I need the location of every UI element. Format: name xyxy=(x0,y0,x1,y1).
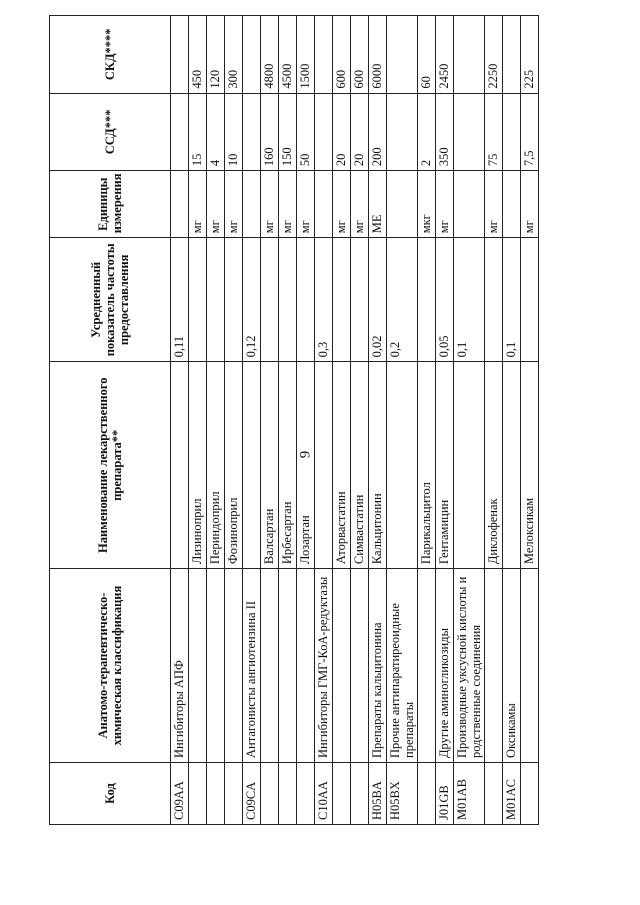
cell-freq xyxy=(261,238,279,362)
cell-name: Аторвастатин xyxy=(333,362,351,569)
cell-skd xyxy=(315,16,333,94)
cell-ssd xyxy=(454,93,485,171)
cell-freq: 0,12 xyxy=(243,238,261,362)
cell-ssd: 4 xyxy=(207,93,225,171)
header-freq: Усредненный показатель частоты предоставления xyxy=(50,238,171,362)
drug-table xyxy=(49,15,539,825)
cell-skd xyxy=(503,16,521,94)
table-row xyxy=(485,16,503,825)
cell-skd: 120 xyxy=(207,16,225,94)
cell-unit: мкг xyxy=(418,171,436,238)
cell-skd xyxy=(171,16,189,94)
cell-ssd: 350 xyxy=(436,93,454,171)
cell-code: H05BA xyxy=(369,762,387,824)
table-row xyxy=(521,16,539,825)
cell-code xyxy=(351,762,369,824)
cell-unit: мг xyxy=(333,171,351,238)
cell-name xyxy=(454,362,485,569)
table-row xyxy=(418,16,436,825)
cell-ssd xyxy=(387,93,418,171)
cell-skd: 4800 xyxy=(261,16,279,94)
cell-code: J01GB xyxy=(436,762,454,824)
table-row xyxy=(225,16,243,825)
cell-atx xyxy=(351,569,369,763)
cell-ssd xyxy=(503,93,521,171)
cell-skd xyxy=(454,16,485,94)
cell-freq: 0,2 xyxy=(387,238,418,362)
header-ssd: ССД*** xyxy=(50,93,171,171)
table-row xyxy=(171,16,189,825)
cell-unit: мг xyxy=(279,171,297,238)
cell-unit xyxy=(503,171,521,238)
cell-name: Гентамицин xyxy=(436,362,454,569)
cell-name: Диклофенак xyxy=(485,362,503,569)
cell-ssd: 15 xyxy=(189,93,207,171)
cell-skd: 2450 xyxy=(436,16,454,94)
cell-atx: Другие аминогликозиды xyxy=(436,569,454,763)
table-row xyxy=(207,16,225,825)
cell-freq: 0,3 xyxy=(315,238,333,362)
cell-skd xyxy=(387,16,418,94)
cell-unit: мг xyxy=(521,171,539,238)
cell-name xyxy=(503,362,521,569)
cell-name xyxy=(243,362,261,569)
cell-atx xyxy=(207,569,225,763)
cell-name xyxy=(171,362,189,569)
cell-freq xyxy=(485,238,503,362)
cell-skd: 225 xyxy=(521,16,539,94)
cell-name: Мелоксикам xyxy=(521,362,539,569)
cell-unit: мг xyxy=(485,171,503,238)
cell-unit xyxy=(243,171,261,238)
cell-skd: 300 xyxy=(225,16,243,94)
table-header-row xyxy=(50,16,171,825)
cell-unit xyxy=(387,171,418,238)
cell-skd: 1500 xyxy=(297,16,315,94)
cell-atx xyxy=(418,569,436,763)
cell-code xyxy=(333,762,351,824)
cell-atx: Ингибиторы ГМГ-КоА-редуктазы xyxy=(315,569,333,763)
cell-unit xyxy=(315,171,333,238)
cell-ssd: 160 xyxy=(261,93,279,171)
cell-atx xyxy=(261,569,279,763)
drug-table-container xyxy=(49,15,549,825)
cell-code: C09AA xyxy=(171,762,189,824)
cell-freq: 0,1 xyxy=(454,238,485,362)
cell-freq xyxy=(351,238,369,362)
cell-freq xyxy=(279,238,297,362)
cell-name: Периндоприл xyxy=(207,362,225,569)
cell-ssd: 20 xyxy=(351,93,369,171)
table-row xyxy=(369,16,387,825)
cell-atx xyxy=(485,569,503,763)
table-row xyxy=(243,16,261,825)
header-code: Код xyxy=(50,762,171,824)
cell-unit xyxy=(171,171,189,238)
cell-code: C10AA xyxy=(315,762,333,824)
cell-skd: 600 xyxy=(351,16,369,94)
header-name: Наименование лекарственного препарата** xyxy=(50,362,171,569)
cell-name xyxy=(387,362,418,569)
table-body xyxy=(171,16,539,825)
cell-ssd: 7,5 xyxy=(521,93,539,171)
cell-freq: 0,1 xyxy=(503,238,521,362)
cell-name: Ирбесартан xyxy=(279,362,297,569)
cell-atx xyxy=(189,569,207,763)
cell-freq: 0,05 xyxy=(436,238,454,362)
cell-ssd: 10 xyxy=(225,93,243,171)
cell-atx xyxy=(521,569,539,763)
cell-skd: 600 xyxy=(333,16,351,94)
cell-name: Лизиноприл xyxy=(189,362,207,569)
cell-skd: 2250 xyxy=(485,16,503,94)
cell-freq xyxy=(418,238,436,362)
cell-atx: Антагонисты ангиотензина II xyxy=(243,569,261,763)
cell-ssd xyxy=(243,93,261,171)
cell-skd: 450 xyxy=(189,16,207,94)
page-number: 9 xyxy=(297,450,314,459)
cell-ssd: 75 xyxy=(485,93,503,171)
cell-code xyxy=(418,762,436,824)
cell-code xyxy=(207,762,225,824)
cell-unit: МЕ xyxy=(369,171,387,238)
cell-atx xyxy=(297,569,315,763)
header-atx: Анатомо-терапевтическо-химическая классификация xyxy=(50,569,171,763)
table-row xyxy=(333,16,351,825)
cell-name: Симвастатин xyxy=(351,362,369,569)
cell-code: M01AC xyxy=(503,762,521,824)
cell-unit: мг xyxy=(436,171,454,238)
cell-name: Лозартан xyxy=(297,362,315,569)
cell-atx xyxy=(279,569,297,763)
cell-freq xyxy=(189,238,207,362)
table-row xyxy=(503,16,521,825)
cell-freq xyxy=(333,238,351,362)
table-row xyxy=(279,16,297,825)
cell-freq xyxy=(297,238,315,362)
header-skd: СКД**** xyxy=(50,16,171,94)
cell-code xyxy=(485,762,503,824)
cell-unit: мг xyxy=(225,171,243,238)
cell-freq xyxy=(225,238,243,362)
cell-atx xyxy=(333,569,351,763)
cell-unit xyxy=(454,171,485,238)
cell-name: Кальцитонин xyxy=(369,362,387,569)
cell-freq: 0,11 xyxy=(171,238,189,362)
cell-atx: Оксикамы xyxy=(503,569,521,763)
cell-freq xyxy=(521,238,539,362)
table-row xyxy=(387,16,418,825)
cell-freq: 0,02 xyxy=(369,238,387,362)
cell-atx: Ингибиторы АПФ xyxy=(171,569,189,763)
cell-code xyxy=(279,762,297,824)
table-row xyxy=(297,16,315,825)
cell-skd: 60 xyxy=(418,16,436,94)
cell-ssd: 20 xyxy=(333,93,351,171)
table-row xyxy=(189,16,207,825)
cell-code xyxy=(261,762,279,824)
cell-skd: 4500 xyxy=(279,16,297,94)
cell-ssd: 150 xyxy=(279,93,297,171)
cell-ssd: 2 xyxy=(418,93,436,171)
cell-code xyxy=(297,762,315,824)
cell-ssd xyxy=(171,93,189,171)
cell-unit: мг xyxy=(351,171,369,238)
cell-ssd xyxy=(315,93,333,171)
cell-unit: мг xyxy=(189,171,207,238)
cell-code xyxy=(521,762,539,824)
table-row xyxy=(454,16,485,825)
cell-code: M01AB xyxy=(454,762,485,824)
cell-unit: мг xyxy=(207,171,225,238)
cell-code xyxy=(225,762,243,824)
header-unit: Единицы измерения xyxy=(50,171,171,238)
cell-ssd: 200 xyxy=(369,93,387,171)
table-row xyxy=(436,16,454,825)
cell-code: H05BX xyxy=(387,762,418,824)
cell-name xyxy=(315,362,333,569)
table-row xyxy=(261,16,279,825)
cell-unit: мг xyxy=(261,171,279,238)
cell-name: Парикальцитол xyxy=(418,362,436,569)
cell-ssd: 50 xyxy=(297,93,315,171)
cell-skd: 6000 xyxy=(369,16,387,94)
cell-name: Фозиноприл xyxy=(225,362,243,569)
cell-freq xyxy=(207,238,225,362)
cell-code xyxy=(189,762,207,824)
cell-name: Валсартан xyxy=(261,362,279,569)
cell-atx: Прочие антипаратиреоидные препараты xyxy=(387,569,418,763)
cell-skd xyxy=(243,16,261,94)
table-row xyxy=(351,16,369,825)
cell-atx xyxy=(225,569,243,763)
cell-atx: Производные уксусной кислоты и родственные соединения xyxy=(454,569,485,763)
cell-unit: мг xyxy=(297,171,315,238)
table-row xyxy=(315,16,333,825)
cell-atx: Препараты кальцитонина xyxy=(369,569,387,763)
cell-code: C09CA xyxy=(243,762,261,824)
